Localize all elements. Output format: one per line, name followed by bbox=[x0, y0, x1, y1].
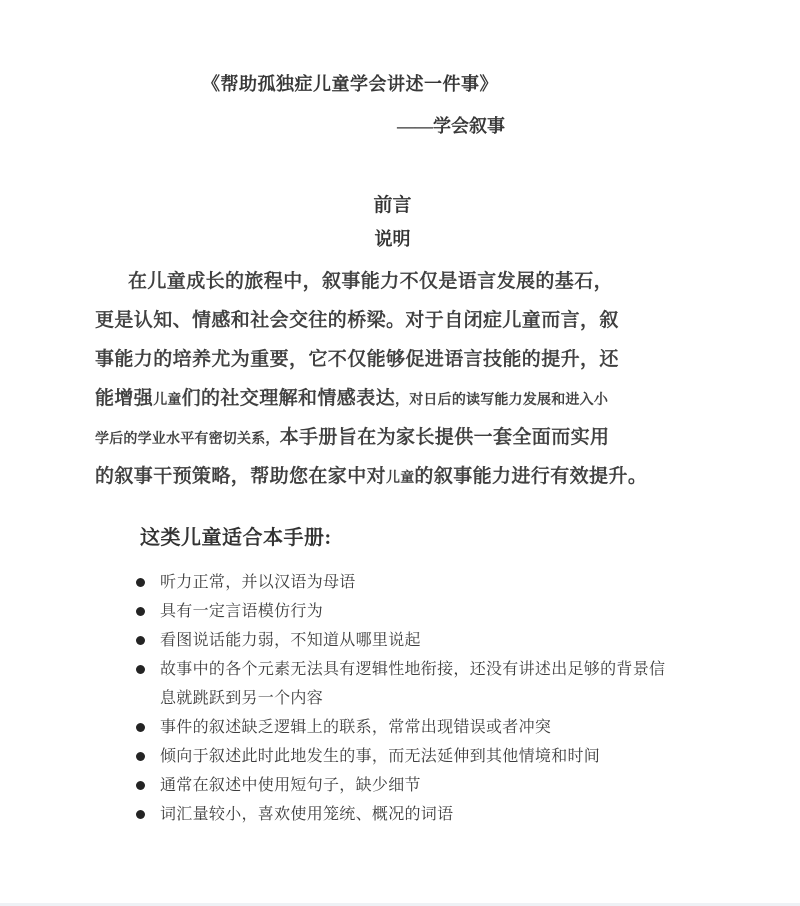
bullet-text bbox=[160, 771, 421, 800]
bullet-text bbox=[160, 626, 421, 655]
list-item bbox=[136, 655, 716, 713]
page-title: 《帮助孤独症儿童学会讲述一件事》 bbox=[202, 74, 498, 94]
bullet-list bbox=[136, 568, 716, 829]
preface-heading: 前言 bbox=[373, 195, 412, 216]
note-heading: 说明 bbox=[374, 229, 411, 249]
text-segment: 的叙事干预策略，帮助您在家中对 bbox=[95, 466, 387, 487]
intro-paragraph bbox=[95, 262, 715, 496]
bullet-text bbox=[160, 568, 356, 597]
text-segment: ，对日后的读写能力发展和进入小 bbox=[395, 393, 609, 408]
bullet-line: 看图说话能力弱，不知道从哪里说起 bbox=[160, 632, 421, 649]
bullet-line: 听力正常，并以汉语为母语 bbox=[160, 574, 356, 591]
text-segment: 事能力的培养尤为重要，它不仅能够促进语言技能的提升，还 bbox=[95, 349, 619, 370]
bullet-text bbox=[160, 713, 551, 742]
bullet-dot-icon bbox=[136, 723, 145, 732]
paragraph-line bbox=[95, 379, 715, 418]
list-item bbox=[136, 800, 716, 829]
paragraph-line bbox=[95, 418, 715, 457]
list-item bbox=[136, 568, 716, 597]
bullet-dot-icon bbox=[136, 752, 145, 761]
bullet-line: 倾向于叙述此时此地发生的事，而无法延伸到其他情境和时间 bbox=[160, 748, 601, 765]
bullet-line: 故事中的各个元素无法具有逻辑性地衔接，还没有讲述出足够的背景信 bbox=[160, 661, 666, 678]
text-segment: 们的社交理解和情感表达 bbox=[181, 388, 396, 409]
list-item bbox=[136, 742, 716, 771]
text-segment: 儿童 bbox=[386, 471, 415, 486]
bullet-text bbox=[160, 597, 323, 626]
list-item bbox=[136, 626, 716, 655]
list-heading: 这类儿童适合本手册: bbox=[140, 527, 332, 549]
bullet-text bbox=[160, 655, 665, 713]
list-item bbox=[136, 713, 716, 742]
bullet-dot-icon bbox=[136, 665, 145, 674]
text-segment: 在儿童成长的旅程中，叙事能力不仅是语言发展的基石， bbox=[128, 271, 614, 292]
text-segment: 的叙事能力进行有效提升。 bbox=[414, 466, 648, 487]
bullet-line: 通常在叙述中使用短句子，缺少细节 bbox=[160, 777, 421, 794]
bullet-dot-icon bbox=[136, 781, 145, 790]
bullet-dot-icon bbox=[136, 607, 145, 616]
paragraph-line bbox=[95, 262, 715, 301]
text-segment: 更是认知、情感和社会交往的桥梁。对于自闭症儿童而言，叙 bbox=[95, 310, 619, 331]
text-segment: 本手册旨在为家长提供一套全面而实用 bbox=[279, 427, 610, 448]
bullet-line: 词汇量较小，喜欢使用笼统、概况的词语 bbox=[160, 806, 454, 823]
bullet-line: 事件的叙述缺乏逻辑上的联系，常常出现错误或者冲突 bbox=[160, 719, 552, 736]
text-segment: 学后的学业水平有密切关系， bbox=[95, 432, 280, 447]
bullet-line: 息就跳跃到另一个内容 bbox=[160, 690, 324, 707]
text-segment: 能增强 bbox=[95, 388, 154, 409]
paragraph-line bbox=[95, 340, 715, 379]
paragraph-line bbox=[95, 301, 715, 340]
bullet-line: 具有一定言语模仿行为 bbox=[160, 603, 324, 620]
bullet-dot-icon bbox=[136, 578, 145, 587]
list-item bbox=[136, 771, 716, 800]
bullet-text bbox=[160, 800, 453, 829]
page-subtitle: ——学会叙事 bbox=[397, 116, 505, 136]
text-segment: 儿童 bbox=[153, 393, 182, 408]
bullet-dot-icon bbox=[136, 636, 145, 645]
bullet-dot-icon bbox=[136, 810, 145, 819]
list-item bbox=[136, 597, 716, 626]
paragraph-line bbox=[95, 457, 715, 496]
bullet-text bbox=[160, 742, 600, 771]
